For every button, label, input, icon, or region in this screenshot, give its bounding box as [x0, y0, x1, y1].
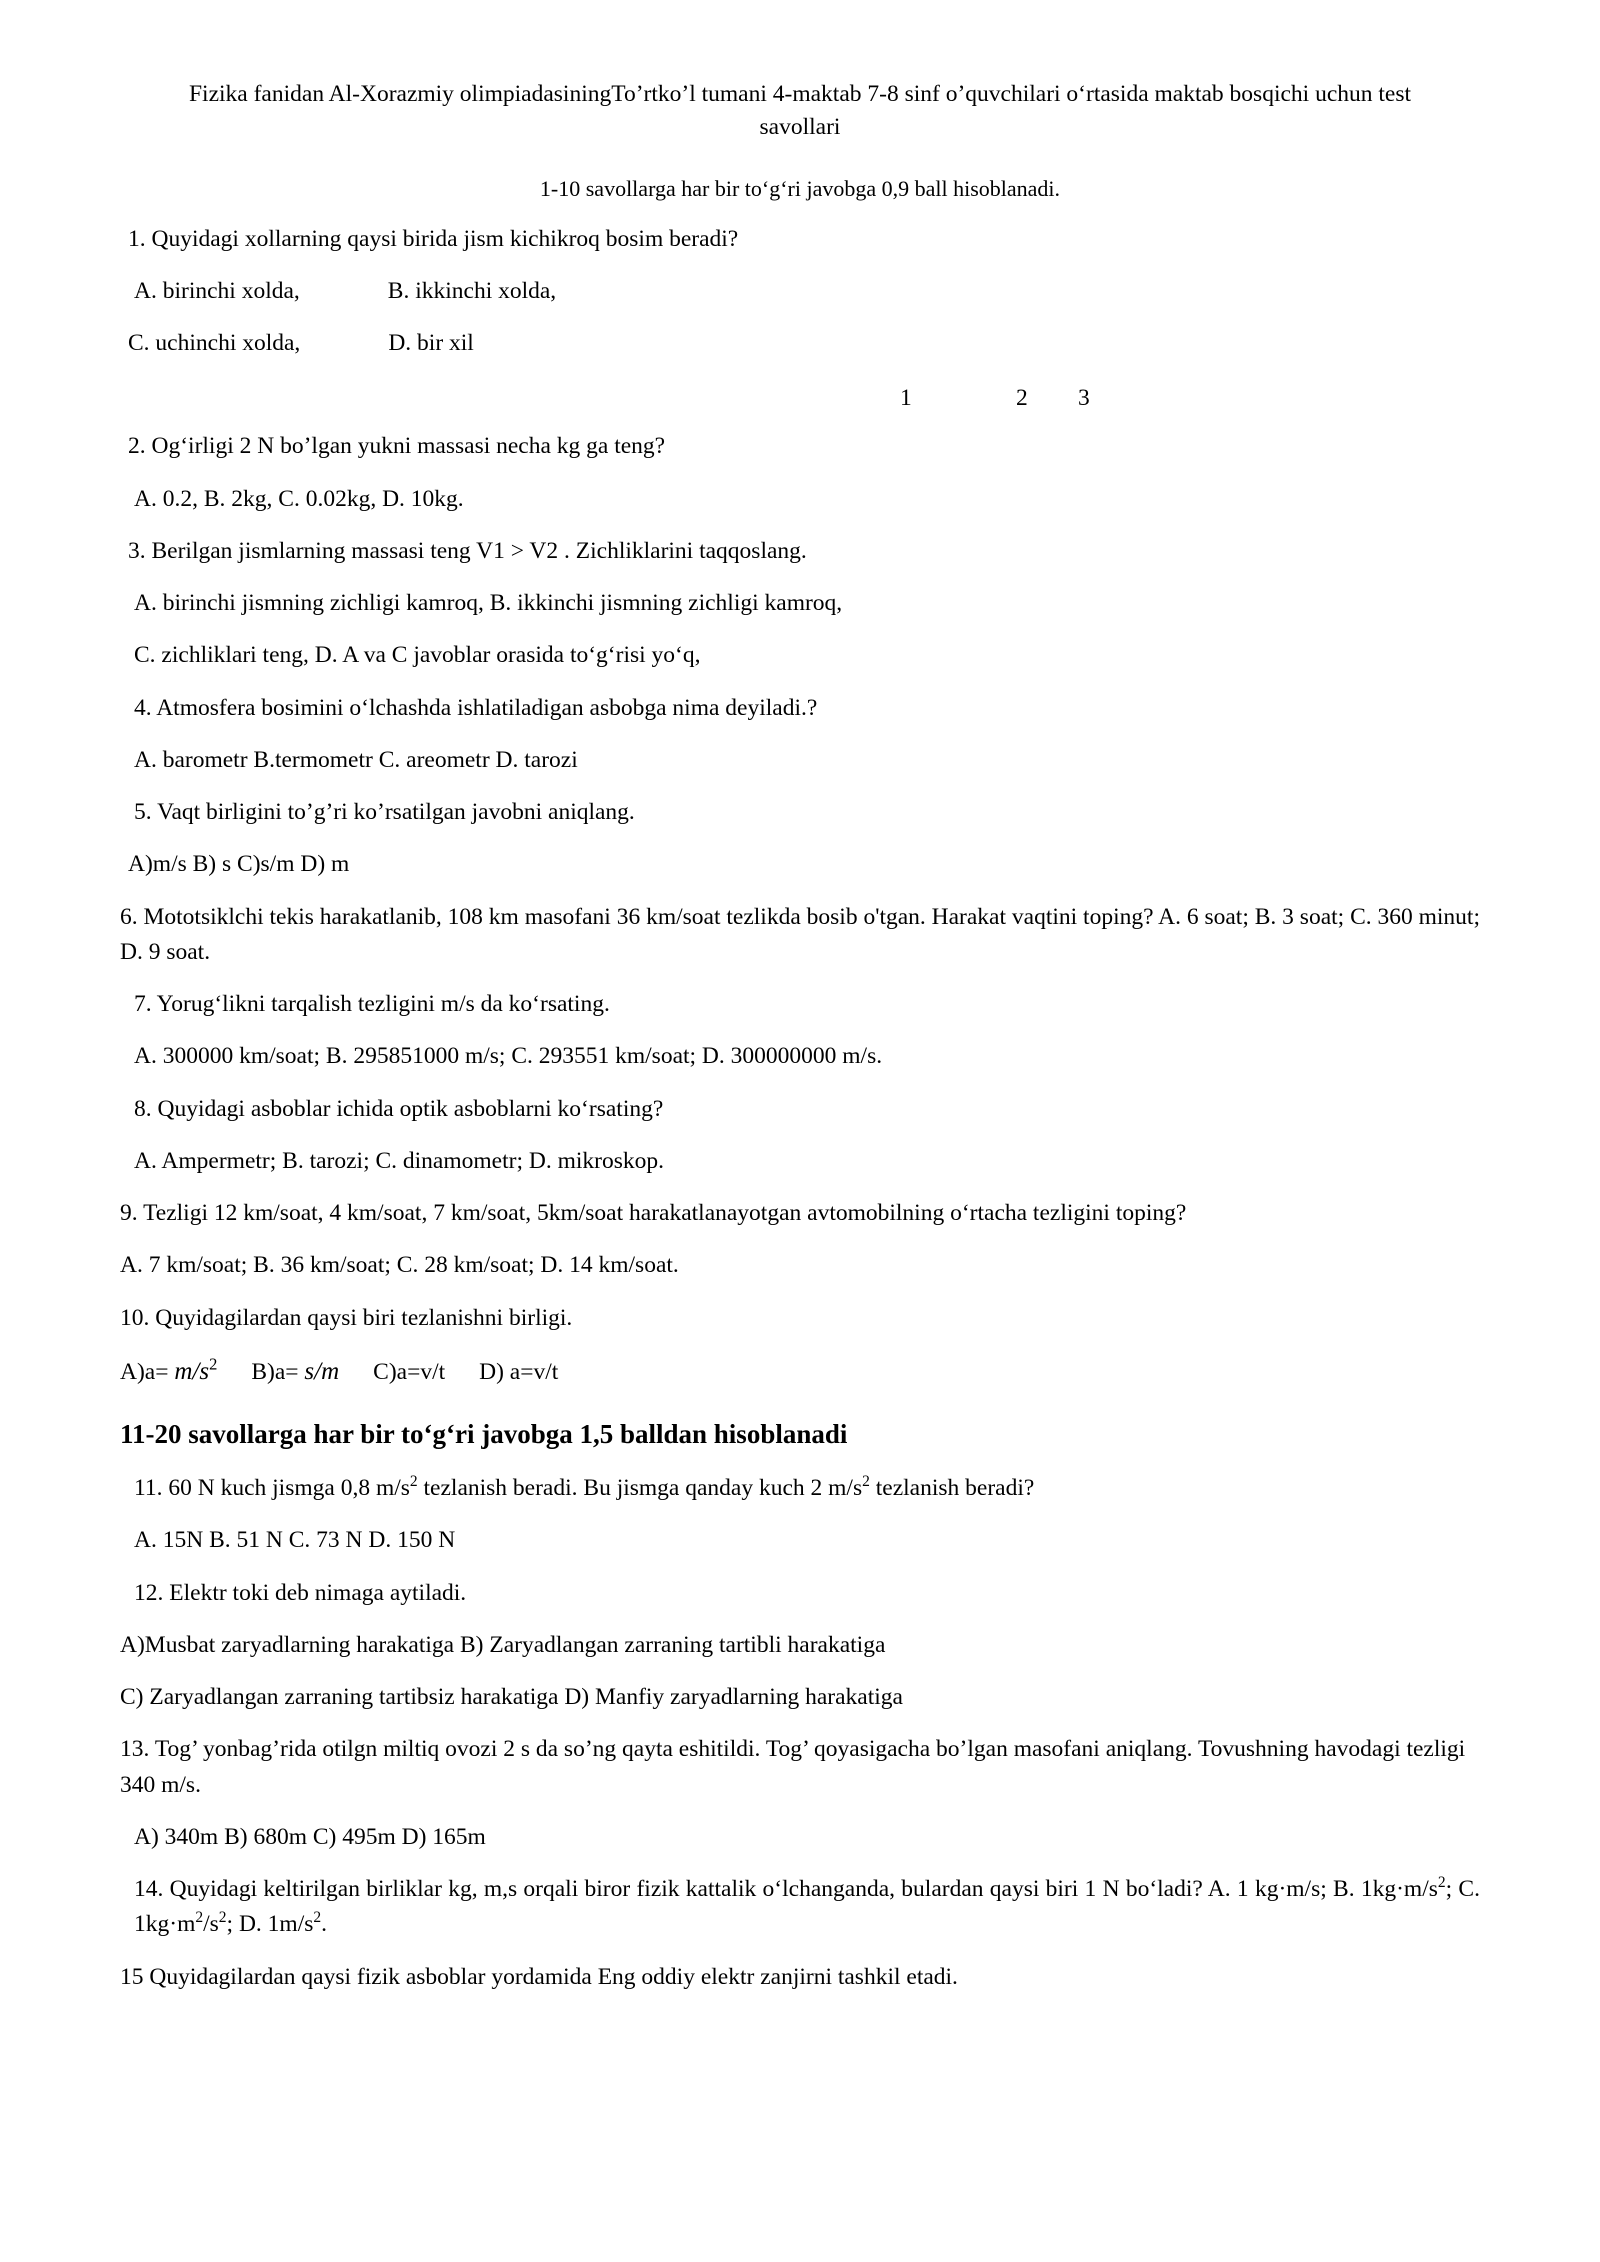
q10-option-c: C)a=v/t	[373, 1358, 446, 1385]
question-3-options-row2: C. zichliklari teng, D. A va C javoblar orasida to‘g‘risi yo‘q,	[134, 642, 701, 669]
question-1-options-row2	[120, 326, 1480, 361]
question-3-text: 3. Berilgan jismlarning massasi teng V1 > V2 . Zichliklarini taqqoslang.	[128, 537, 807, 564]
question-8-text: 8. Quyidagi asboblar ichida optik asboblarni ko‘rsating?	[134, 1095, 664, 1122]
question-4-text: 4. Atmosfera bosimini o‘lchashda ishlatiladigan asbobga nima deyiladi.?	[134, 694, 818, 721]
q10-option-d: D) a=v/t	[479, 1358, 559, 1385]
question-12-text: 12. Elektr toki deb nimaga aytiladi.	[134, 1579, 467, 1606]
question-7-text: 7. Yorug‘likni tarqalish tezligini m/s da ko‘rsating.	[134, 991, 610, 1018]
figure-marker-3: 3	[1078, 385, 1090, 412]
q1-option-b: B. ikkinchi xolda,	[387, 277, 557, 304]
figure-markers	[120, 385, 1480, 412]
q1-option-c: C. uchinchi xolda,	[128, 330, 301, 357]
question-15-text: 15 Quyidagilardan qaysi fizik asboblar yordamida Eng oddiy elektr zanjirni tashkil etadi.	[120, 1963, 958, 1990]
question-2-options: A. 0.2, B. 2kg, C. 0.02kg, D. 10kg.	[134, 485, 464, 512]
q10-option-a-prefix: A)a=	[120, 1358, 175, 1385]
question-6-text: 6. Mototsiklchi tekis harakatlanib, 108 km masofani 36 km/soat tezlikda bosib o'tgan. Harakat vaqtini toping? A. 6 soat; B. 3 soat; C. 360 minut; D. 9 soat.	[120, 903, 1480, 965]
page-title: Fizika fanidan Al-Xorazmiy olimpiadasiningTo’rtko’l tumani 4-maktab 7-8 sinf o’quvchilari o‘rtasida maktab bosqichi uchun test savollari	[188, 81, 1412, 141]
section-heading-11-20: 11-20 savollarga har bir to‘g‘ri javobga 1,5 balldan hisoblanadi	[120, 1419, 848, 1450]
question-11-text: 11. 60 N kuch jismga 0,8 $m/s^2$ tezlanish beradi. Bu jismga qanday kuch 2 $m/s^2$ tezlanish beradi?	[134, 1473, 1035, 1502]
question-3-options-row1: A. birinchi jismning zichligi kamroq, B. ikkinchi jismning zichligi kamroq,	[134, 590, 843, 617]
question-7-options: A. 300000 km/soat; B. 295851000 m/s; C. 293551 km/soat; D. 300000000 m/s.	[134, 1043, 883, 1070]
question-10-text: 10. Quyidagilardan qaysi biri tezlanishni birligi.	[120, 1304, 573, 1331]
question-5-text: 5. Vaqt birligini to’g’ri ko’rsatilgan javobni aniqlang.	[134, 799, 635, 826]
question-1-text: 1. Quyidagi xollarning qaysi birida jism kichikroq bosim beradi?	[128, 225, 739, 252]
question-11-options: A. 15N B. 51 N C. 73 N D. 150 N	[134, 1527, 456, 1554]
question-13-text: 13. Tog’ yonbag’rida otilgn miltiq ovozi 2 s da so’ng qayta eshitildi. Tog’ qoyasigacha bo’lgan masofani aniqlang. Tovushning havodagi tezligi 340 m/s.	[120, 1736, 1466, 1798]
question-9-options: A. 7 km/soat; B. 36 km/soat; C. 28 km/soat; D. 14 km/soat.	[120, 1252, 679, 1279]
figure-marker-1: 1	[900, 385, 912, 412]
q1-option-a: A. birinchi xolda,	[134, 277, 300, 304]
question-9-text: 9. Tezligi 12 km/soat, 4 km/soat, 7 km/soat, 5km/soat harakatlanayotgan avtomobilning o‘rtacha tezligini toping?	[120, 1200, 1187, 1227]
q10-option-a-math: $m/s^2$	[174, 1354, 218, 1385]
question-2-text: 2. Og‘irligi 2 N bo’lgan yukni massasi necha kg ga teng?	[128, 433, 666, 460]
q10-option-b-prefix: B)a=	[251, 1358, 305, 1385]
question-13-options: A) 340m B) 680m C) 495m D) 165m	[134, 1823, 486, 1850]
q10-option-b-math: s/m	[304, 1357, 340, 1385]
question-8-options: A. Ampermetr; B. tarozi; C. dinamometr; D. mikroskop.	[134, 1147, 664, 1174]
scoring-subtitle: 1-10 savollarga har bir to‘g‘ri javobga 0,9 ball hisoblanadi.	[539, 175, 1061, 201]
q1-option-d: D. bir xil	[388, 330, 474, 357]
question-10-options	[120, 1353, 1480, 1391]
question-4-options: A. barometr B.termometr C. areometr D. tarozi	[134, 746, 578, 773]
question-14-text: 14. Quyidagi keltirilgan birliklar kg, m,s orqali biror fizik kattalik o‘lchanganda, bulardan qaysi biri 1 N bo‘ladi? A. 1 kg·m/s; B. $1kg\cdot m/s^2$; C. $1kg\cdot m^2/s^2$; D. $1m/s^2$.	[134, 1874, 1480, 1938]
question-5-options: A)m/s B) s C)s/m D) m	[128, 851, 350, 878]
question-12-options-row2: C) Zaryadlangan zarraning tartibsiz harakatiga D) Manfiy zaryadlarning harakatiga	[120, 1684, 903, 1711]
question-12-options-row1: A)Musbat zaryadlarning harakatiga B) Zaryadlangan zarraning tartibli harakatiga	[120, 1631, 886, 1658]
figure-marker-2: 2	[1016, 385, 1028, 412]
question-1-options-row1	[120, 274, 1480, 309]
